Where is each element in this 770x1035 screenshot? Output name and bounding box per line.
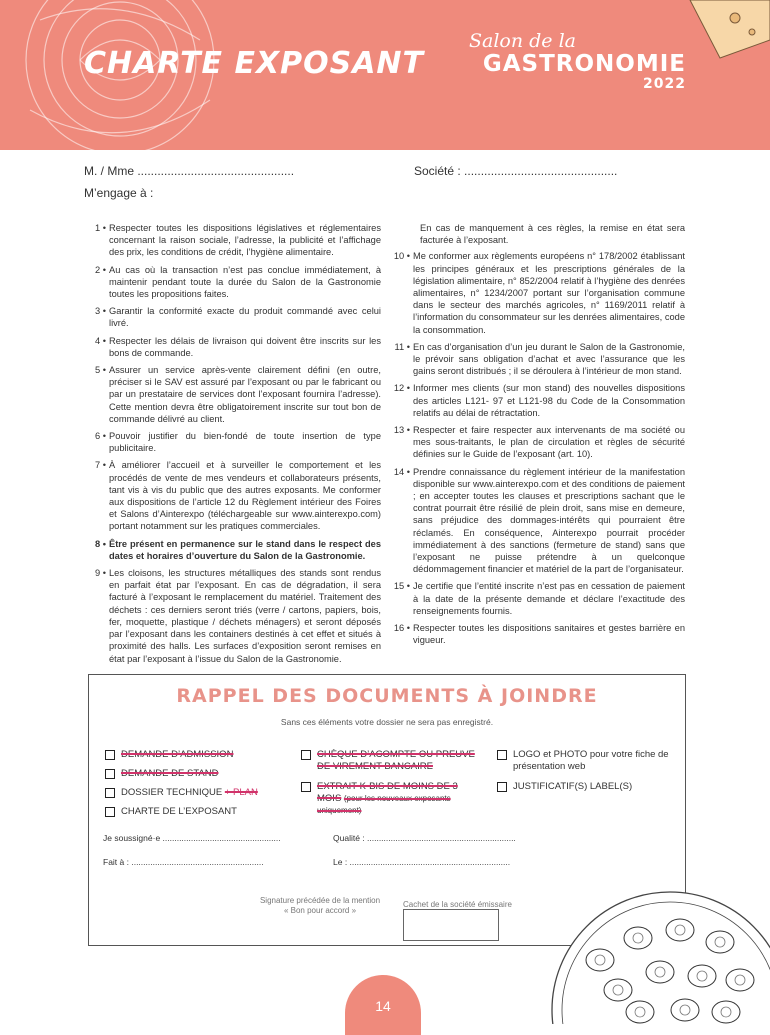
checkbox-technical[interactable]: DOSSIER TECHNIQUE + PLAN	[105, 787, 295, 799]
rule-item: 3 • Garantir la conformité exacte du produit commandé avec celui livré.	[94, 306, 381, 329]
rule-item: 11 • En cas d’organisation d’un jeu durant le Salon de la Gastronomie, le prévoir sans obligation d’achat et avec l’assurance que les gains seront distribués ; il se déroulera à l’intérieur de mon stand.	[394, 341, 685, 377]
rule-item: 13 • Respecter et faire respecter aux intervenants de ma société ou mes sous-traitants, le plan de circulation et règles de sécurité définies sur le Guide de l’exposant (art. 10).	[393, 425, 685, 460]
checkbox-box	[105, 788, 115, 798]
signature-label: Signature précédée de la mention « Bon pour accord »	[259, 896, 381, 915]
checkbox-box	[497, 750, 507, 760]
page-title: CHARTE EXPOSANT	[84, 46, 425, 81]
quality-field[interactable]: Qualité : ...............................................................	[333, 833, 516, 843]
rule-item: 7 • À améliorer l’accueil et à surveiller le comportement et les procédés de vente de mes vendeurs et collaborateurs présents, tant vis à vis du public que des autres exposants. Me conformer aux dispositions de l’article 12 du Règlement intérieur des Foires et Salons d’Ainterexpo (téléchargeable sur www.ainterexpo.com) portant notamment sur les pratiques commerciales.	[94, 460, 381, 532]
checkbox-deposit[interactable]: CHÈQUE D’ACOMPTE OU PREUVE DE VIREMENT BANCAIRE	[301, 749, 479, 773]
name-field[interactable]: M. / Mme ...............................................	[84, 164, 295, 178]
checkbox-box	[105, 769, 115, 779]
page-number: 14	[375, 998, 391, 1014]
rule-item: 4 • Respecter les délais de livraison qui doivent être inscrits sur les bons de commande.	[94, 335, 381, 358]
checkbox-logo[interactable]: LOGO et PHOTO pour votre fiche de présentation web	[497, 749, 677, 773]
place-field[interactable]: Fait à : ........................................................	[103, 857, 264, 867]
rule-item: 1 • Respecter toutes les dispositions législatives et réglementaires concernant la raison sociale, l’adresse, la publicité et l’affichage des prix, les conditions de crédit, l’hygiène alimentaire.	[94, 223, 381, 258]
stamp-box[interactable]	[403, 909, 499, 941]
event-logo	[469, 30, 686, 92]
engage-label: M’engage à :	[84, 186, 154, 200]
brand-name: GASTRONOMIE	[482, 51, 686, 77]
escargot-plate-illustration	[540, 880, 770, 1024]
rule-item: 15 • Je certifie que l’entité inscrite n’est pas en cessation de paiement à la date de la présente demande et déclare l’exactitude des renseignements fournis.	[393, 581, 685, 616]
date-field[interactable]: Le : ....................................................................	[333, 857, 511, 867]
checkbox-box	[105, 807, 115, 817]
rule-item: 16 • Respecter toutes les dispositions sanitaires et gestes barrière en vigueur.	[393, 623, 685, 646]
checkbox-stand[interactable]: DEMANDE DE STAND	[105, 768, 295, 780]
brand-script: Salon de la	[469, 30, 576, 52]
rules-column-right	[388, 222, 685, 652]
rule-continuation: En cas de manquement à ces règles, la remise en état sera facturée à l’exposant.	[420, 223, 685, 246]
checkbox-kbis[interactable]: EXTRAIT K-BIS DE MOINS DE 3 MOIS (pour les nouveaux exposants uniquement)	[301, 781, 479, 817]
rule-item: 9 • Les cloisons, les structures métalliques des stands sont rendus en parfait état par l’exposant. En cas de dégradation, il sera facturé à l’exposant le remplacement du matériel. Traitement des déchets : ces derniers seront triés (verre / cartons, papiers, bois, fer, moquette, plastique / déchets ménagers) et seront déposés par l’exposant dans les containers destinés à cet effet et situés à proximité des halls. Les surfaces d’exposition seront remises en état par l’exposant à l’issue du Salon de la Gastronomie.	[94, 568, 381, 664]
checkbox-charter[interactable]: CHARTE DE L’EXPOSANT	[105, 806, 295, 818]
checkbox-admission[interactable]: DEMANDE D’ADMISSION	[105, 749, 295, 761]
checkbox-box	[105, 750, 115, 760]
rule-item: 6 • Pouvoir justifier du bien-fondé de toute insertion de type publicitaire.	[94, 431, 381, 454]
company-field[interactable]: Société : ..............................................	[414, 164, 618, 178]
documents-subtitle: Sans ces éléments votre dossier ne sera pas enregistré.	[280, 717, 494, 727]
brand-year: 2022	[643, 76, 686, 92]
rule-item: 12 • Informer mes clients (sur mon stand) des nouvelles dispositions des articles L121- 97 et L121-98 du Code de la Consommation relatifs au délai de rétractation.	[393, 383, 685, 418]
rule-item: 8 • Être présent en permanence sur le stand dans le respect des dates et horaires d’ouverture du Salon de la Gastronomie.	[94, 538, 381, 561]
rule-item: 5 • Assurer un service après-vente clairement défini (en outre, préciser si le SAV est assuré par l’exposant ou par le fabricant ou par un prestataire de services dont l’exposant fournira l’adresse). Cette mention devra être obligatoirement inscrite sur tout bon de commande délivré au client.	[94, 365, 381, 424]
undersigned-field[interactable]: Je soussigné·e ..................................................	[103, 833, 281, 843]
checkbox-box	[497, 782, 507, 792]
rule-item: 10 • Me conformer aux règlements européens n° 178/2002 établissant les principes généraux et les prescriptions générales de la législation alimentaire, n° 852/2004 relatif à l’hygiène des denrées alimentaires, n° 1234/2007 portant sur l’organisation commune dans le secteur des marchés agricoles, n° 1169/2011 relatif à l’information du consommateur sur les denrées alimentaires, code la consommation.	[393, 251, 685, 335]
rule-item: 14 • Prendre connaissance du règlement intérieur de la manifestation disponible sur www.ainterexpo.com et des conditions de paiement ; en accepter toutes les clauses et prescriptions sachant que le contrat pourrait être résilié de plein droit, sans mise en demeure, sans préjudice des dommages-intérêts qui pourraient être réclamés. En conséquence, Ainterexpo pourrait procéder immédiatement à des sanctions (fermeture de stand) sans que l’exposant ne puisse prétendre à un quelconque dédommagement financier et matériel de la part de l’organisateur.	[393, 466, 685, 575]
documents-title: RAPPEL DES DOCUMENTS À JOINDRE	[176, 685, 598, 707]
header-banner	[0, 0, 770, 150]
checkbox-box	[301, 750, 311, 760]
rules-column-left	[84, 222, 381, 670]
stamp-label: Cachet de la société émissaire	[403, 900, 512, 909]
checkbox-labels[interactable]: JUSTIFICATIF(S) LABEL(S)	[497, 781, 677, 793]
checkbox-box	[301, 782, 311, 792]
rule-item: 2 • Au cas où la transaction n’est pas conclue immédiatement, à maintenir pendant toute la durée du Salon de la Gastronomie toutes les propositions faites.	[94, 264, 381, 300]
